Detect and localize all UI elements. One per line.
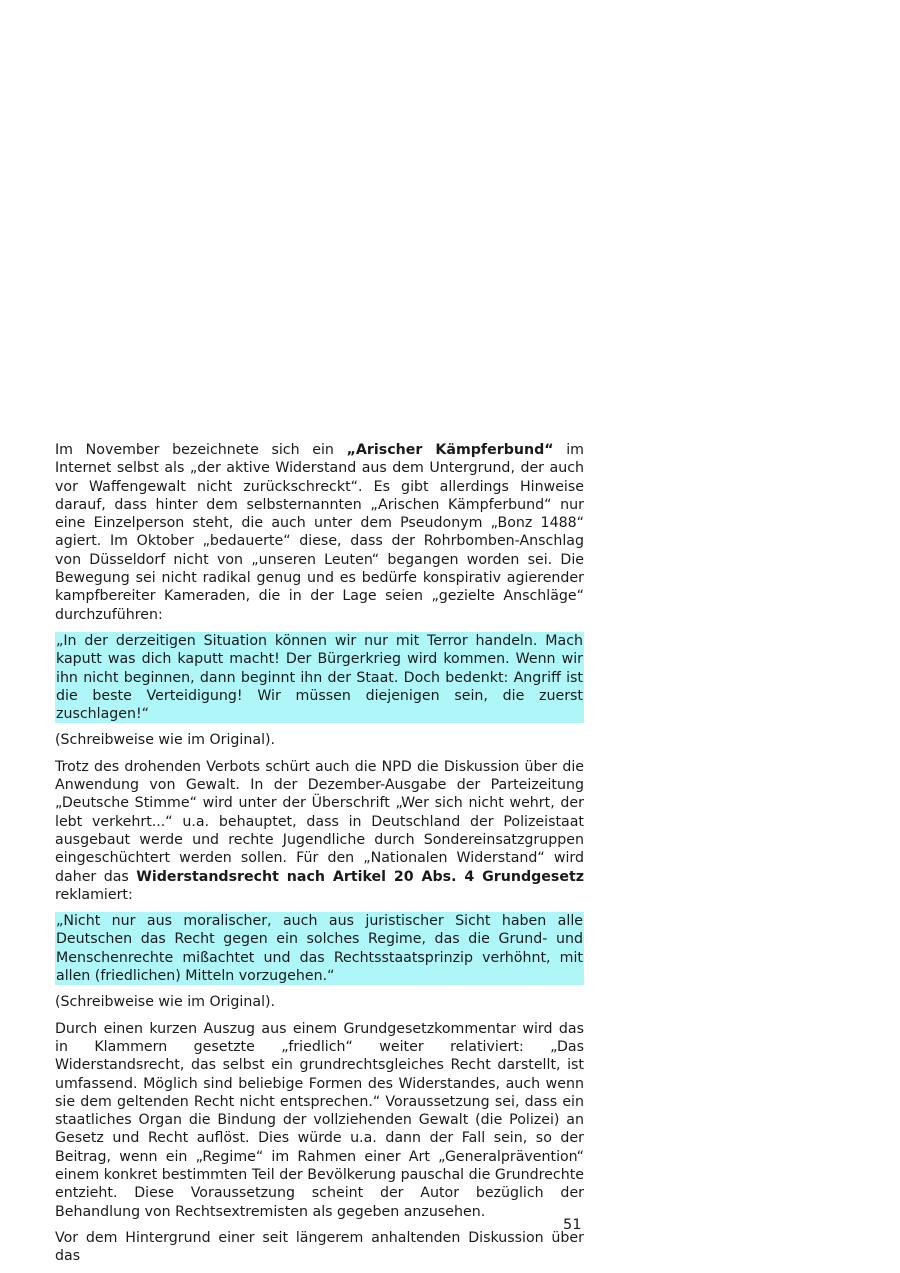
- paragraph-1: [55, 441, 584, 624]
- paragraph-3: Durch einen kurzen Auszug aus einem Grundgesetzkommentar wird das in Klammern gesetzte „friedlich“ weiter relativiert: „Das Widerstandsrecht, das selbst ein grundrechtsgleiches Recht darstellt, ist umfassend. Möglich sind beliebige Formen des Widerstandes, auch wenn sie dem geltenden Recht nicht entsprechen.“ Voraussetzung sei, dass ein staatliches Organ die Bindung der vollziehenden Gewalt (die Polizei) an Gesetz und Recht auflöst. Dies würde u.a. dann der Fall sein, so der Beitrag, wenn ein „Regime“ im Rahmen einer Art „Generalprävention“ einem konkret bestimmten Teil der Bevölkerung pauschal die Grundrechte entzieht. Diese Voraussetzung scheint der Autor bezüglich der Behandlung von Rechtsextremisten als gegeben anzusehen.: [55, 1020, 584, 1220]
- paragraph-1-text-b: im Internet selbst als „der aktive Widerstand aus dem Untergrund, der auch vor Waffengewalt nicht zurückschreckt“. Es gibt allerdings Hinweise darauf, dass hinter dem selbsternannten „Arischen Kämpferbund“ nur eine Einzelperson steht, die auch unter dem Pseudonym „Bonz 1488“ agiert. Im Oktober „bedauerte“ diese, dass der Rohrbomben-Anschlag von Düsseldorf nicht von „unseren Leuten“ begangen worden sei. Die Bewegung sei nicht radikal genug und es bedürfe konspirativ agierender kampfbereiter Kameraden, die in der Lage seien „gezielte Anschläge“ durchzuführen:: [55, 442, 584, 623]
- paragraph-1-text-a: Im November bezeichnete sich ein: [55, 442, 347, 458]
- text-column: [55, 441, 584, 1273]
- paragraph-1-bold: „Arischer Kämpferbund“: [346, 442, 554, 458]
- page-number: 51: [563, 1217, 582, 1233]
- paragraph-2-bold: Widerstandsrecht nach Artikel 20 Abs. 4 Grundgesetz: [136, 868, 584, 885]
- paragraph-2-text-b: reklamiert:: [55, 886, 133, 903]
- paragraph-2-text-a: Trotz des drohenden Verbots schürt auch die NPD die Diskussion über die Anwendung von Gewalt. In der Dezember-Ausgabe der Parteizeitung „Deutsche Stimme“ wird unter der Überschrift „Wer sich nicht wehrt, der lebt verkehrt...“ u.a. behauptet, dass in Deutschland der Polizeistaat ausgebaut werde und rechte Jugendliche durch Sondereinsatzgruppen eingeschüchtert werden sollen. Für den „Nationalen Widerstand“ wird daher das: [55, 758, 584, 885]
- note-1: (Schreibweise wie im Original).: [55, 732, 276, 749]
- note-2: (Schreibweise wie im Original).: [55, 994, 276, 1011]
- highlighted-quote-2: „Nicht nur aus moralischer, auch aus juristischer Sicht haben alle Deutschen das Recht gegen ein solches Regime, das die Grund- und Menschenrechte mißachtet und das Rechtsstaatsprinzip verhöhnt, mit allen (friedlichen) Mitteln vorzugehen.“: [56, 913, 583, 985]
- paragraph-4: Vor dem Hintergrund einer seit längerem anhaltenden Diskussion über das: [55, 1229, 584, 1265]
- highlighted-quote-1: „In der derzeitigen Situation können wir nur mit Terror handeln. Mach kaputt was dich kaputt macht! Der Bürgerkrieg wird kommen. Wenn wir ihn nicht beginnen, dann beginnt ihn der Staat. Doch bedenkt: Angriff ist die beste Verteidigung! Wir müssen diejenigen sein, die zuerst zuschlagen!“: [56, 632, 583, 723]
- paragraph-2: [55, 758, 584, 904]
